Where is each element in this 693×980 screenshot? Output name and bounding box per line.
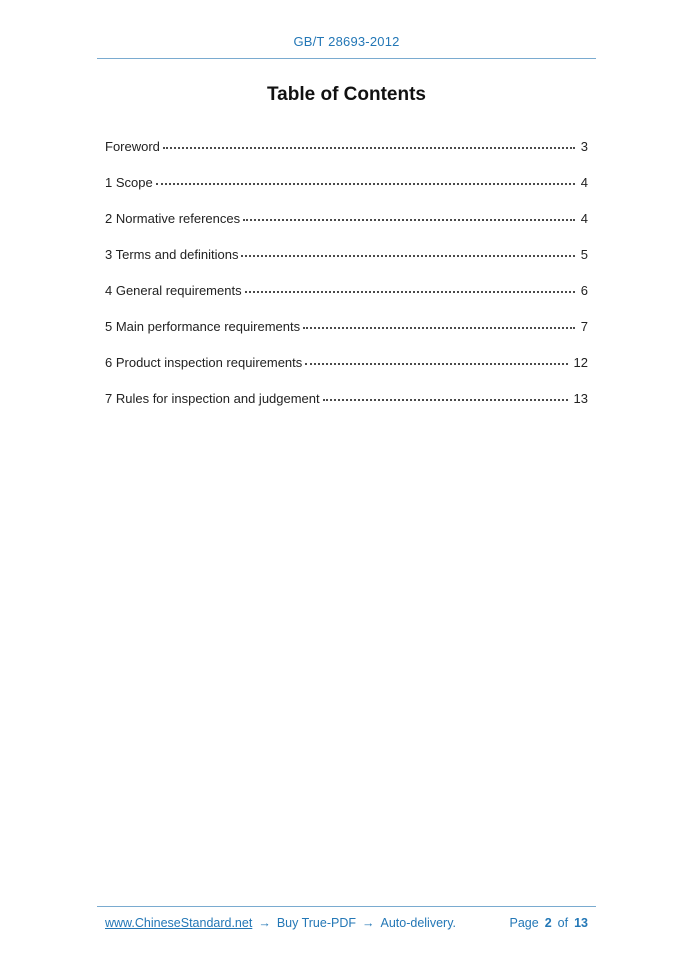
page-indicator <box>510 916 589 930</box>
footer-buy-label: Buy True-PDF <box>276 916 356 930</box>
page-header <box>0 0 693 59</box>
toc-entry-page: 12 <box>573 355 588 370</box>
toc-entry-terms-definitions <box>105 248 588 262</box>
toc-entry-main-performance <box>105 320 588 334</box>
toc-entry-page: 6 <box>580 283 588 298</box>
doc-number: GB/T 28693-2012 <box>293 34 400 49</box>
page-footer <box>0 906 693 930</box>
toc-entry-page: 7 <box>580 319 588 334</box>
page-indicator-current: 2 <box>544 916 552 930</box>
toc-entry-rules-inspection-judgement <box>105 392 588 406</box>
toc-entry-label: 6 Product inspection requirements <box>105 355 303 370</box>
toc-entry-foreword <box>105 140 588 154</box>
header-divider <box>97 58 596 59</box>
toc-entry-page: 13 <box>573 391 588 406</box>
toc-dot-leader <box>163 147 575 149</box>
toc-list <box>97 140 596 406</box>
page-indicator-of: of <box>557 916 569 930</box>
toc-entry-label: 1 Scope <box>105 175 153 190</box>
toc-entry-label: 3 Terms and definitions <box>105 247 239 262</box>
footer-promo <box>105 916 456 930</box>
toc-entry-page: 3 <box>580 139 588 154</box>
chinesestandard-link[interactable]: www.ChineseStandard.net <box>105 916 253 930</box>
toc-entry-scope <box>105 176 588 190</box>
toc-title: Table of Contents <box>266 84 427 105</box>
page-indicator-total: 13 <box>574 916 588 930</box>
toc-dot-leader <box>245 291 575 293</box>
toc-dot-leader <box>241 255 574 257</box>
toc-entry-normative-references <box>105 212 588 226</box>
arrow-right-icon: → <box>362 916 375 930</box>
footer-divider <box>97 906 596 907</box>
toc-entry-page: 4 <box>580 211 588 226</box>
toc-dot-leader <box>243 219 575 221</box>
arrow-right-icon: → <box>258 916 271 930</box>
toc-dot-leader <box>323 399 568 401</box>
toc-entry-general-requirements <box>105 284 588 298</box>
toc-dot-leader <box>303 327 575 329</box>
toc-entry-label: Foreword <box>105 139 160 154</box>
toc-entry-label: 5 Main performance requirements <box>105 319 301 334</box>
footer-delivery-label: Auto-delivery. <box>380 916 456 930</box>
toc-entry-page: 5 <box>580 247 588 262</box>
toc-entry-label: 7 Rules for inspection and judgement <box>105 391 320 406</box>
toc-entry-page: 4 <box>580 175 588 190</box>
toc-entry-label: 2 Normative references <box>105 211 241 226</box>
toc-dot-leader <box>156 183 575 185</box>
page-indicator-label: Page <box>509 916 539 930</box>
toc-dot-leader <box>305 363 567 365</box>
toc-entry-label: 4 General requirements <box>105 283 242 298</box>
toc-entry-product-inspection <box>105 356 588 370</box>
